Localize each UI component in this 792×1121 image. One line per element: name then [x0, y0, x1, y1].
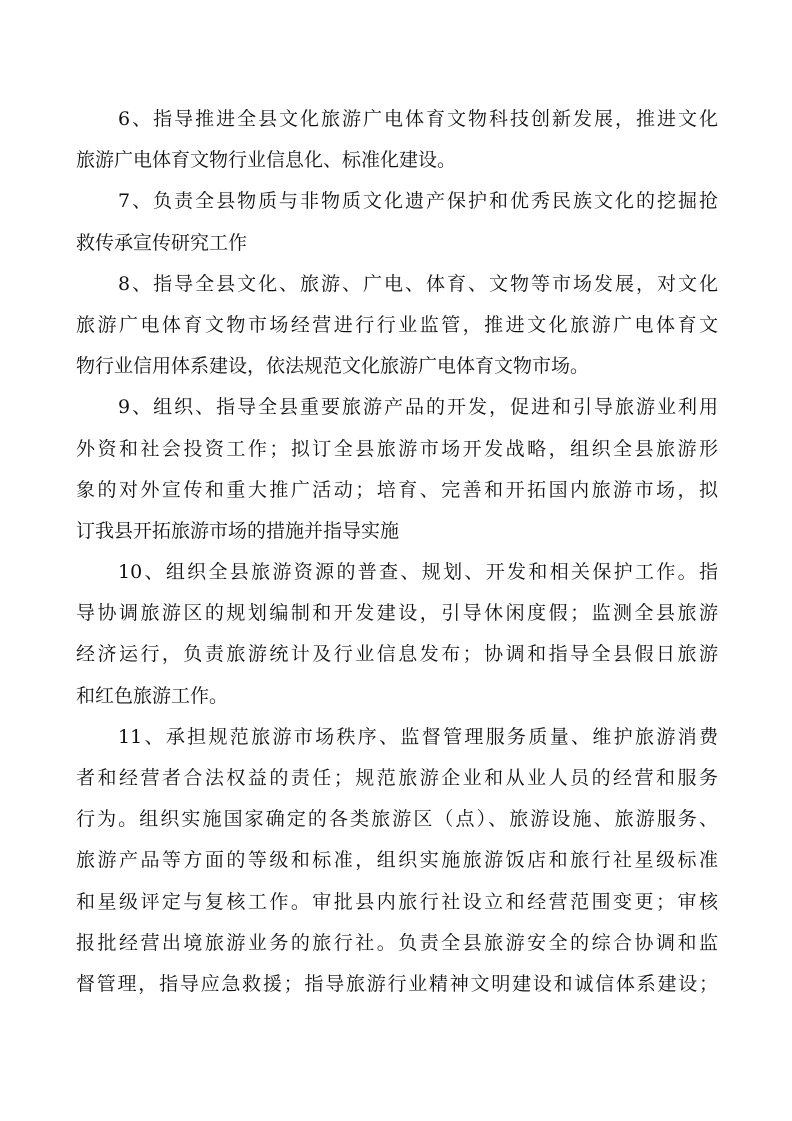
text-line: 旅游产品等方面的等级和标准，组织实施旅游饭店和旅行社星级标准: [76, 849, 718, 872]
text-line: 报批经营出境旅游业务的旅行社。负责全县旅游安全的综合协调和监: [76, 931, 718, 954]
text-line: 和红色旅游工作。: [76, 684, 229, 707]
text-line: 行为。组织实施国家确定的各类旅游区（点）、旅游设施、旅游服务、: [76, 808, 718, 831]
text-line: 9、组织、指导全县重要旅游产品的开发，促进和引导旅游业利用: [118, 396, 718, 419]
text-line: 物行业信用体系建设，依法规范文化旅游广电体育文物市场。: [76, 355, 590, 378]
document-body: [76, 99, 718, 1005]
text-line: 旅游广电体育文物市场经营进行行业监管，推进文化旅游广电体育文: [76, 313, 718, 336]
text-line: 6、指导推进全县文化旅游广电体育文物科技创新发展，推进文化: [118, 108, 718, 130]
text-line: 旅游广电体育文物行业信息化、标准化建设。: [76, 149, 457, 172]
text-line: 督管理，指导应急救援；指导旅游行业精神文明建设和诚信体系建设；: [76, 972, 718, 995]
text-line: 导协调旅游区的规划编制和开发建设，引导休闲度假；监测全县旅游: [76, 602, 718, 625]
text-line: 7、负责全县物质与非物质文化遗产保护和优秀民族文化的挖掘抢: [118, 190, 718, 213]
text-line: 救传承宣传研究工作: [76, 231, 248, 254]
text-line: 外资和社会投资工作；拟订全县旅游市场开发战略，组织全县旅游形: [76, 437, 718, 460]
text-line: 象的对外宣传和重大推广活动；培育、完善和开拓国内旅游市场，拟: [76, 478, 718, 501]
text-line: 经济运行，负责旅游统计及行业信息发布；协调和指导全县假日旅游: [76, 643, 718, 666]
text-line: 者和经营者合法权益的责任；规范旅游企业和从业人员的经营和服务: [76, 767, 718, 789]
text-line: 8、指导全县文化、旅游、广电、体育、文物等市场发展，对文化: [118, 272, 718, 295]
text-line: 10、组织全县旅游资源的普查、规划、开发和相关保护工作。指: [118, 561, 718, 584]
text-line: 11、承担规范旅游市场秩序、监督管理服务质量、维护旅游消费: [118, 725, 718, 748]
text-line: 订我县开拓旅游市场的措施并指导实施: [76, 519, 400, 542]
text-line: 和星级评定与复核工作。审批县内旅行社设立和经营范围变更；审核: [76, 890, 718, 913]
